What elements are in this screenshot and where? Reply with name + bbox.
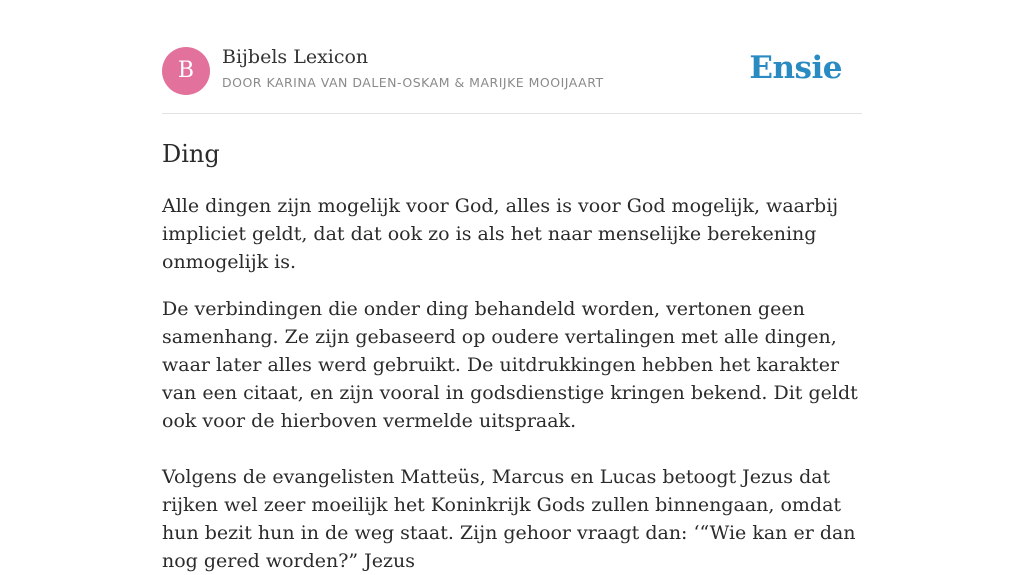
book-title-link[interactable]: Bijbels Lexicon <box>222 46 369 68</box>
entry-paragraph: Volgens de evangelisten Matteüs, Marcus en Lucas betoogt Jezus dat rijken wel zeer moeilijk het Koninkrijk Gods zullen binnengaan, omdat hun bezit hun in de weg staat. Zijn gehoor vraagt dan: ‘“Wie kan er dan nog gered worden?” Jezus <box>162 466 856 572</box>
ensie-logo[interactable]: Ensie <box>749 50 842 86</box>
book-avatar[interactable]: B <box>162 47 210 95</box>
entry-paragraph: De verbindingen die onder ding behandeld worden, vertonen geen samenhang. Ze zijn gebaseerd op oudere vertalingen met alle dingen, waar later alles werd gebruikt. De uitdrukkingen hebben het karakter van een citaat, en zijn vooral in godsdienstige kringen bekend. Dit geldt ook voor de hierboven vermelde uitspraak. <box>162 298 858 432</box>
page-container <box>162 0 862 575</box>
book-authors: DOOR KARINA VAN DALEN-OSKAM & MARIJKE MOOIJAART <box>222 75 604 90</box>
entry-paragraph: Alle dingen zijn mogelijk voor God, alles is voor God mogelijk, waarbij impliciet geldt, dat dat ook zo is als het naar menselijke berekening onmogelijk is. <box>162 195 839 273</box>
entry-title: Ding <box>162 140 220 168</box>
book-header <box>162 0 862 114</box>
